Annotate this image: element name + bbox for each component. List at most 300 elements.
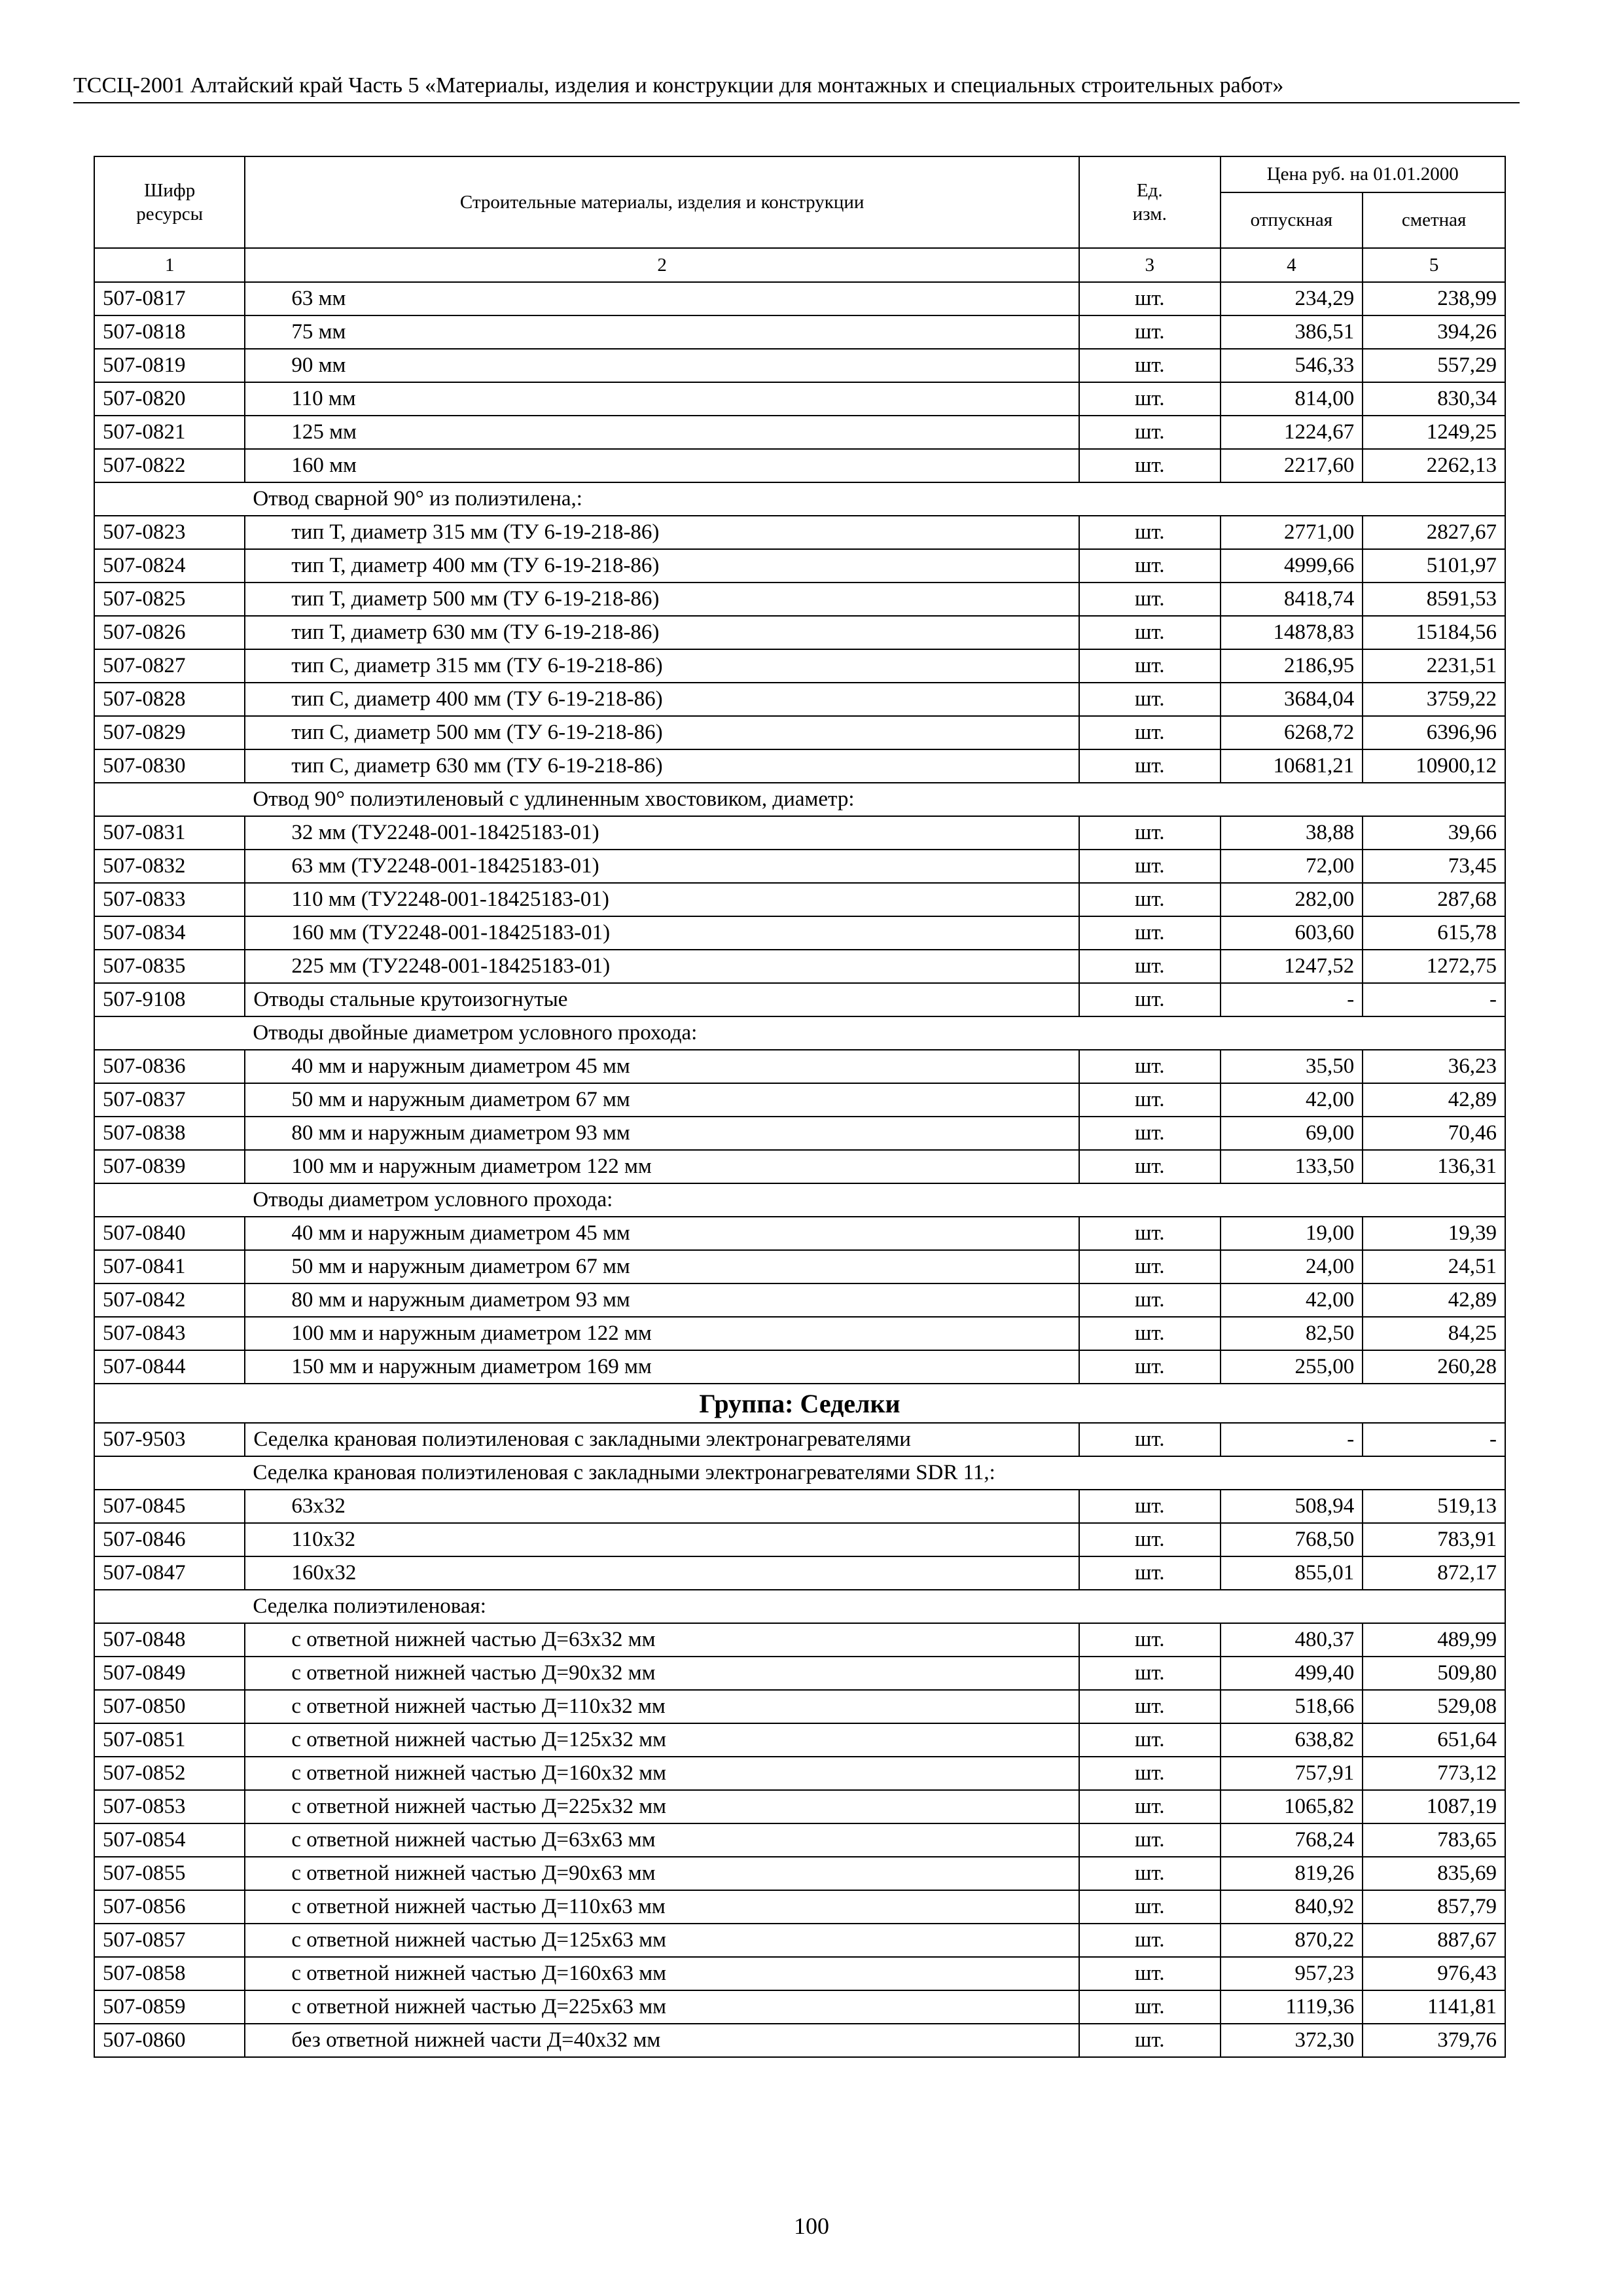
table-row [94, 850, 1505, 883]
table-row [94, 716, 1505, 749]
unit: шт. [1079, 1857, 1221, 1890]
subheading-text: Седелка полиэтиленовая: [245, 1590, 1505, 1623]
unit: шт. [1079, 1823, 1221, 1857]
subheading-row [94, 783, 1505, 816]
estimate-price: 379,76 [1363, 2024, 1505, 2057]
unit: шт. [1079, 1050, 1221, 1083]
estimate-price: 1272,75 [1363, 950, 1505, 983]
resource-code: 507-0835 [94, 950, 245, 983]
resource-name: 63 мм (ТУ2248-001-18425183-01) [245, 850, 1079, 883]
resource-name: 50 мм и наружным диаметром 67 мм [245, 1250, 1079, 1283]
resource-code: 507-0821 [94, 416, 245, 449]
resource-code: 507-0852 [94, 1757, 245, 1790]
column-number: 3 [1079, 248, 1221, 282]
table-row [94, 1924, 1505, 1957]
resource-name: тип Т, диаметр 400 мм (ТУ 6-19-218-86) [245, 549, 1079, 583]
resource-name: 75 мм [245, 315, 1079, 349]
unit: шт. [1079, 816, 1221, 850]
unit: шт. [1079, 983, 1221, 1016]
estimate-price: 976,43 [1363, 1957, 1505, 1990]
unit: шт. [1079, 950, 1221, 983]
estimate-price: 238,99 [1363, 282, 1505, 315]
subheading-text: Седелка крановая полиэтиленовая с закладными электронагревателями SDR 11,: [245, 1456, 1505, 1490]
resource-name: 40 мм и наружным диаметром 45 мм [245, 1217, 1079, 1250]
empty-cell [94, 482, 245, 516]
resource-code: 507-0832 [94, 850, 245, 883]
resource-name: с ответной нижней частью Д=125x32 мм [245, 1723, 1079, 1757]
resource-code: 507-0826 [94, 616, 245, 649]
release-price: 133,50 [1221, 1150, 1363, 1183]
table-row [94, 2024, 1505, 2057]
unit: шт. [1079, 1350, 1221, 1384]
release-price: 372,30 [1221, 2024, 1363, 2057]
resource-name: 100 мм и наружным диаметром 122 мм [245, 1317, 1079, 1350]
resource-name: 125 мм [245, 416, 1079, 449]
unit: шт. [1079, 883, 1221, 916]
release-price: 855,01 [1221, 1556, 1363, 1590]
resource-name: 32 мм (ТУ2248-001-18425183-01) [245, 816, 1079, 850]
release-price: 1119,36 [1221, 1990, 1363, 2024]
resource-name: 150 мм и наружным диаметром 169 мм [245, 1350, 1079, 1384]
column-number: 4 [1221, 248, 1363, 282]
release-price: - [1221, 983, 1363, 1016]
resource-code: 507-0839 [94, 1150, 245, 1183]
price-table [94, 156, 1506, 2058]
resource-code: 507-0822 [94, 449, 245, 482]
release-price: 518,66 [1221, 1690, 1363, 1723]
table-row [94, 449, 1505, 482]
resource-code: 507-0820 [94, 382, 245, 416]
table-row [94, 1723, 1505, 1757]
unit: шт. [1079, 716, 1221, 749]
resource-code: 507-0854 [94, 1823, 245, 1857]
resource-name: 80 мм и наружным диаметром 93 мм [245, 1283, 1079, 1317]
table-row [94, 1556, 1505, 1590]
unit: шт. [1079, 449, 1221, 482]
unit: шт. [1079, 916, 1221, 950]
estimate-price: 5101,97 [1363, 549, 1505, 583]
resource-code: 507-0823 [94, 516, 245, 549]
resource-name: 225 мм (ТУ2248-001-18425183-01) [245, 950, 1079, 983]
release-price: 6268,72 [1221, 716, 1363, 749]
unit: шт. [1079, 649, 1221, 683]
table-row [94, 749, 1505, 783]
table-row [94, 1957, 1505, 1990]
empty-cell [94, 783, 245, 816]
resource-name: с ответной нижней частью Д=90x32 мм [245, 1657, 1079, 1690]
resource-name: тип С, диаметр 400 мм (ТУ 6-19-218-86) [245, 683, 1079, 716]
resource-name: 80 мм и наружным диаметром 93 мм [245, 1117, 1079, 1150]
unit: шт. [1079, 282, 1221, 315]
release-price: 4999,66 [1221, 549, 1363, 583]
resource-code: 507-0838 [94, 1117, 245, 1150]
resource-code: 507-0842 [94, 1283, 245, 1317]
resource-code: 507-0858 [94, 1957, 245, 1990]
release-price: 638,82 [1221, 1723, 1363, 1757]
resource-code: 507-0830 [94, 749, 245, 783]
subheading-row [94, 1016, 1505, 1050]
estimate-price: 1249,25 [1363, 416, 1505, 449]
release-price: 69,00 [1221, 1117, 1363, 1150]
estimate-price: 3759,22 [1363, 683, 1505, 716]
estimate-price: 36,23 [1363, 1050, 1505, 1083]
release-price: 19,00 [1221, 1217, 1363, 1250]
resource-code: 507-0846 [94, 1523, 245, 1556]
release-price: 10681,21 [1221, 749, 1363, 783]
unit: шт. [1079, 1490, 1221, 1523]
table-row [94, 1083, 1505, 1117]
estimate-price: 783,65 [1363, 1823, 1505, 1857]
resource-name: Седелка крановая полиэтиленовая с закладными электронагревателями [245, 1423, 1079, 1456]
table-row [94, 1250, 1505, 1283]
header-estimate-price: сметная [1363, 192, 1505, 248]
release-price: 814,00 [1221, 382, 1363, 416]
table-row [94, 315, 1505, 349]
table-row [94, 1657, 1505, 1690]
unit: шт. [1079, 1250, 1221, 1283]
estimate-price: 2827,67 [1363, 516, 1505, 549]
subheading-text: Отводы диаметром условного прохода: [245, 1183, 1505, 1217]
release-price: 546,33 [1221, 349, 1363, 382]
column-number: 1 [94, 248, 245, 282]
resource-name: 90 мм [245, 349, 1079, 382]
release-price: 1224,67 [1221, 416, 1363, 449]
unit: шт. [1079, 549, 1221, 583]
resource-code: 507-0827 [94, 649, 245, 683]
resource-name: с ответной нижней частью Д=63x32 мм [245, 1623, 1079, 1657]
table-row [94, 1490, 1505, 1523]
estimate-price: 830,34 [1363, 382, 1505, 416]
subheading-text: Отвод 90° полиэтиленовый с удлиненным хвостовиком, диаметр: [245, 783, 1505, 816]
unit: шт. [1079, 1657, 1221, 1690]
estimate-price: 835,69 [1363, 1857, 1505, 1890]
estimate-price: 8591,53 [1363, 583, 1505, 616]
estimate-price: 70,46 [1363, 1117, 1505, 1150]
unit: шт. [1079, 1523, 1221, 1556]
table-row [94, 1690, 1505, 1723]
release-price: 38,88 [1221, 816, 1363, 850]
unit: шт. [1079, 850, 1221, 883]
group-title: Группа: Седелки [94, 1384, 1505, 1423]
unit: шт. [1079, 1117, 1221, 1150]
resource-name: 160 мм [245, 449, 1079, 482]
resource-code: 507-0829 [94, 716, 245, 749]
table-row [94, 549, 1505, 583]
resource-code: 507-0819 [94, 349, 245, 382]
group-heading-row [94, 1384, 1505, 1423]
release-price: 1247,52 [1221, 950, 1363, 983]
release-price: 768,24 [1221, 1823, 1363, 1857]
resource-code: 507-0847 [94, 1556, 245, 1590]
release-price: 603,60 [1221, 916, 1363, 950]
release-price: 1065,82 [1221, 1790, 1363, 1823]
release-price: 957,23 [1221, 1957, 1363, 1990]
release-price: 499,40 [1221, 1657, 1363, 1690]
unit: шт. [1079, 583, 1221, 616]
estimate-price: 557,29 [1363, 349, 1505, 382]
resource-code: 507-0849 [94, 1657, 245, 1690]
release-price: 3684,04 [1221, 683, 1363, 716]
estimate-price: 509,80 [1363, 1657, 1505, 1690]
resource-code: 507-0828 [94, 683, 245, 716]
release-price: 2771,00 [1221, 516, 1363, 549]
estimate-price: 136,31 [1363, 1150, 1505, 1183]
resource-code: 507-0824 [94, 549, 245, 583]
unit: шт. [1079, 683, 1221, 716]
table-row [94, 282, 1505, 315]
header-price-group: Цена руб. на 01.01.2000 [1221, 156, 1505, 192]
subheading-row [94, 1456, 1505, 1490]
release-price: 35,50 [1221, 1050, 1363, 1083]
estimate-price: 2262,13 [1363, 449, 1505, 482]
running-header: ТССЦ-2001 Алтайский край Часть 5 «Материалы, изделия и конструкции для монтажных и специальных строительных работ» [73, 73, 1520, 103]
header-release-price: отпускная [1221, 192, 1363, 248]
resource-name: Отводы стальные крутоизогнутые [245, 983, 1079, 1016]
table-row [94, 816, 1505, 850]
resource-name: 110 мм (ТУ2248-001-18425183-01) [245, 883, 1079, 916]
unit: шт. [1079, 516, 1221, 549]
subheading-text: Отвод сварной 90° из полиэтилена,: [245, 482, 1505, 516]
table-row [94, 382, 1505, 416]
unit: шт. [1079, 1623, 1221, 1657]
table-row [94, 349, 1505, 382]
estimate-price: 651,64 [1363, 1723, 1505, 1757]
table-row [94, 583, 1505, 616]
resource-name: тип Т, диаметр 500 мм (ТУ 6-19-218-86) [245, 583, 1079, 616]
resource-name: с ответной нижней частью Д=225x32 мм [245, 1790, 1079, 1823]
resource-code: 507-0856 [94, 1890, 245, 1924]
release-price: 757,91 [1221, 1757, 1363, 1790]
release-price: 42,00 [1221, 1283, 1363, 1317]
estimate-price: 1087,19 [1363, 1790, 1505, 1823]
release-price: 82,50 [1221, 1317, 1363, 1350]
unit: шт. [1079, 1423, 1221, 1456]
column-number-row [94, 248, 1505, 282]
table-row [94, 1050, 1505, 1083]
resource-code: 507-9108 [94, 983, 245, 1016]
resource-code: 507-0860 [94, 2024, 245, 2057]
release-price: 840,92 [1221, 1890, 1363, 1924]
table-row [94, 1623, 1505, 1657]
resource-name: 160x32 [245, 1556, 1079, 1590]
estimate-price: 42,89 [1363, 1283, 1505, 1317]
estimate-price: 42,89 [1363, 1083, 1505, 1117]
subheading-row [94, 482, 1505, 516]
table-row [94, 616, 1505, 649]
estimate-price: 783,91 [1363, 1523, 1505, 1556]
release-price: 2217,60 [1221, 449, 1363, 482]
unit: шт. [1079, 1083, 1221, 1117]
release-price: 24,00 [1221, 1250, 1363, 1283]
table-row [94, 683, 1505, 716]
release-price: - [1221, 1423, 1363, 1456]
release-price: 870,22 [1221, 1924, 1363, 1957]
release-price: 14878,83 [1221, 616, 1363, 649]
resource-code: 507-0841 [94, 1250, 245, 1283]
unit: шт. [1079, 1957, 1221, 1990]
estimate-price: 1141,81 [1363, 1990, 1505, 2024]
estimate-price: 260,28 [1363, 1350, 1505, 1384]
subheading-row [94, 1183, 1505, 1217]
table-row [94, 1823, 1505, 1857]
release-price: 234,29 [1221, 282, 1363, 315]
release-price: 72,00 [1221, 850, 1363, 883]
estimate-price: 15184,56 [1363, 616, 1505, 649]
resource-code: 507-0845 [94, 1490, 245, 1523]
release-price: 386,51 [1221, 315, 1363, 349]
estimate-price: 872,17 [1363, 1556, 1505, 1590]
table-row [94, 1423, 1505, 1456]
resource-name: тип С, диаметр 500 мм (ТУ 6-19-218-86) [245, 716, 1079, 749]
release-price: 508,94 [1221, 1490, 1363, 1523]
empty-cell [94, 1590, 245, 1623]
table-row [94, 1217, 1505, 1250]
header-code: Шифр ресурсы [94, 156, 245, 248]
resource-code: 507-9503 [94, 1423, 245, 1456]
resource-name: тип Т, диаметр 630 мм (ТУ 6-19-218-86) [245, 616, 1079, 649]
estimate-price: 519,13 [1363, 1490, 1505, 1523]
resource-code: 507-0834 [94, 916, 245, 950]
unit: шт. [1079, 349, 1221, 382]
estimate-price: - [1363, 1423, 1505, 1456]
resource-code: 507-0818 [94, 315, 245, 349]
unit: шт. [1079, 749, 1221, 783]
estimate-price: 2231,51 [1363, 649, 1505, 683]
unit: шт. [1079, 1723, 1221, 1757]
resource-code: 507-0817 [94, 282, 245, 315]
unit: шт. [1079, 382, 1221, 416]
table-row [94, 883, 1505, 916]
table-row [94, 1350, 1505, 1384]
table-row [94, 1283, 1505, 1317]
release-price: 819,26 [1221, 1857, 1363, 1890]
resource-name: с ответной нижней частью Д=110x63 мм [245, 1890, 1079, 1924]
estimate-price: 529,08 [1363, 1690, 1505, 1723]
resource-code: 507-0850 [94, 1690, 245, 1723]
estimate-price: 887,67 [1363, 1924, 1505, 1957]
estimate-price: 773,12 [1363, 1757, 1505, 1790]
resource-code: 507-0844 [94, 1350, 245, 1384]
resource-code: 507-0857 [94, 1924, 245, 1957]
estimate-price: 489,99 [1363, 1623, 1505, 1657]
estimate-price: 39,66 [1363, 816, 1505, 850]
table-row [94, 1990, 1505, 2024]
estimate-price: 394,26 [1363, 315, 1505, 349]
resource-name: с ответной нижней частью Д=63x63 мм [245, 1823, 1079, 1857]
resource-name: с ответной нижней частью Д=90x63 мм [245, 1857, 1079, 1890]
column-number: 2 [245, 248, 1079, 282]
resource-code: 507-0855 [94, 1857, 245, 1890]
table-row [94, 649, 1505, 683]
unit: шт. [1079, 1150, 1221, 1183]
estimate-price: 24,51 [1363, 1250, 1505, 1283]
release-price: 480,37 [1221, 1623, 1363, 1657]
resource-code: 507-0843 [94, 1317, 245, 1350]
table-row [94, 916, 1505, 950]
table-row [94, 1857, 1505, 1890]
resource-name: тип С, диаметр 315 мм (ТУ 6-19-218-86) [245, 649, 1079, 683]
unit: шт. [1079, 315, 1221, 349]
resource-name: 63 мм [245, 282, 1079, 315]
empty-cell [94, 1456, 245, 1490]
estimate-price: 19,39 [1363, 1217, 1505, 1250]
release-price: 282,00 [1221, 883, 1363, 916]
estimate-price: 84,25 [1363, 1317, 1505, 1350]
resource-code: 507-0836 [94, 1050, 245, 1083]
unit: шт. [1079, 1757, 1221, 1790]
resource-code: 507-0833 [94, 883, 245, 916]
unit: шт. [1079, 1924, 1221, 1957]
table-row [94, 1757, 1505, 1790]
unit: шт. [1079, 1283, 1221, 1317]
table-row [94, 950, 1505, 983]
resource-name: без ответной нижней части Д=40x32 мм [245, 2024, 1079, 2057]
table-row [94, 983, 1505, 1016]
unit: шт. [1079, 416, 1221, 449]
header-unit: Ед. изм. [1079, 156, 1221, 248]
unit: шт. [1079, 616, 1221, 649]
estimate-price: 615,78 [1363, 916, 1505, 950]
unit: шт. [1079, 1890, 1221, 1924]
subheading-row [94, 1590, 1505, 1623]
unit: шт. [1079, 1790, 1221, 1823]
unit: шт. [1079, 1556, 1221, 1590]
empty-cell [94, 1016, 245, 1050]
resource-name: 40 мм и наружным диаметром 45 мм [245, 1050, 1079, 1083]
resource-code: 507-0859 [94, 1990, 245, 2024]
unit: шт. [1079, 1990, 1221, 2024]
resource-code: 507-0837 [94, 1083, 245, 1117]
resource-name: с ответной нижней частью Д=160x63 мм [245, 1957, 1079, 1990]
resource-name: 63x32 [245, 1490, 1079, 1523]
estimate-price: - [1363, 983, 1505, 1016]
page-number: 100 [794, 2213, 829, 2239]
resource-name: с ответной нижней частью Д=225x63 мм [245, 1990, 1079, 2024]
table-row [94, 1317, 1505, 1350]
resource-name: 50 мм и наружным диаметром 67 мм [245, 1083, 1079, 1117]
table-row [94, 1890, 1505, 1924]
estimate-price: 10900,12 [1363, 749, 1505, 783]
column-number: 5 [1363, 248, 1505, 282]
resource-code: 507-0825 [94, 583, 245, 616]
estimate-price: 287,68 [1363, 883, 1505, 916]
estimate-price: 73,45 [1363, 850, 1505, 883]
resource-code: 507-0848 [94, 1623, 245, 1657]
release-price: 768,50 [1221, 1523, 1363, 1556]
release-price: 42,00 [1221, 1083, 1363, 1117]
release-price: 8418,74 [1221, 583, 1363, 616]
unit: шт. [1079, 1217, 1221, 1250]
resource-name: с ответной нижней частью Д=160x32 мм [245, 1757, 1079, 1790]
table-row [94, 1150, 1505, 1183]
resource-name: 100 мм и наружным диаметром 122 мм [245, 1150, 1079, 1183]
resource-code: 507-0840 [94, 1217, 245, 1250]
table-row [94, 1790, 1505, 1823]
unit: шт. [1079, 2024, 1221, 2057]
resource-code: 507-0831 [94, 816, 245, 850]
estimate-price: 857,79 [1363, 1890, 1505, 1924]
table-row [94, 416, 1505, 449]
resource-name: тип Т, диаметр 315 мм (ТУ 6-19-218-86) [245, 516, 1079, 549]
table-row [94, 1117, 1505, 1150]
table-row [94, 1523, 1505, 1556]
header-name: Строительные материалы, изделия и конструкции [245, 156, 1079, 248]
resource-code: 507-0853 [94, 1790, 245, 1823]
table-row [94, 516, 1505, 549]
release-price: 255,00 [1221, 1350, 1363, 1384]
unit: шт. [1079, 1690, 1221, 1723]
release-price: 2186,95 [1221, 649, 1363, 683]
